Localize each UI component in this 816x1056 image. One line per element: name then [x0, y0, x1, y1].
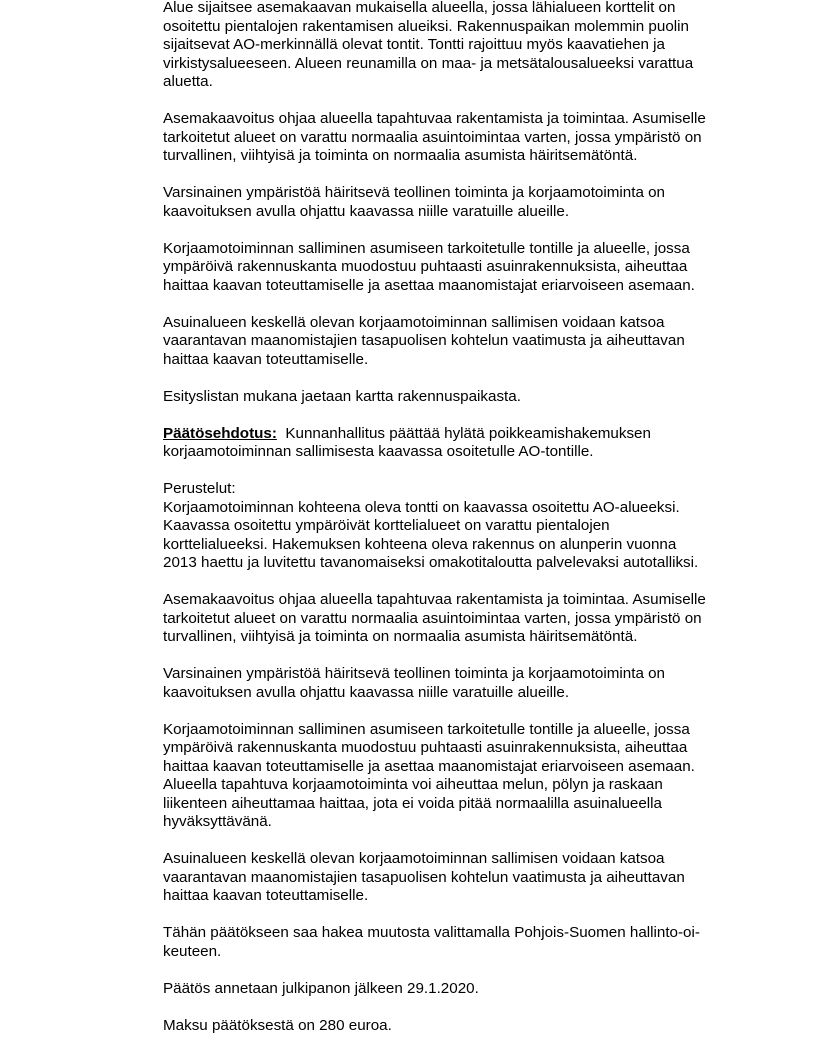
- text-line: 2013 haettu ja luvitettu tavanomaiseksi omakotitaloutta palvelevaksi autotalliksi.: [163, 554, 699, 571]
- paragraph: [163, 388, 763, 407]
- text-line: ympäröivä rakennuskanta muodostuu puhtaasti asuinrakennuksista, aiheuttaa: [163, 258, 688, 275]
- text-line: tarkoitetut alueet on varattu normaalia asuintoimintaa varten, jossa ympäristö on: [163, 609, 702, 627]
- text-line: Asemakaavoitus ohjaa alueella tapahtuvaa rakentamista ja toimintaa. Asumiselle: [163, 110, 706, 127]
- justification-section: [163, 480, 763, 1035]
- paragraph: [163, 850, 763, 906]
- paragraph: [163, 1017, 763, 1036]
- text-line: Päätös annetaan julkipanon jälkeen 29.1.2020.: [163, 979, 479, 997]
- text-line: Tähän päätökseen saa hakea muutosta valittamalla Pohjois-Suomen hallinto-oi-: [163, 924, 700, 941]
- text-line: osoitettu pientalojen rakentamisen alueiksi. Rakennuspaikan molemmin puolin: [163, 17, 689, 35]
- text-line: kaavoituksen avulla ohjattu kaavassa niille varatuille alueille.: [163, 202, 570, 220]
- paragraph: [163, 110, 763, 166]
- paragraph: [163, 721, 763, 832]
- text-line: ympäröivä rakennuskanta muodostuu puhtaasti asuinrakennuksista, aiheuttaa: [163, 739, 688, 756]
- text-line: Asuinalueen keskellä olevan korjaamotoiminnan sallimisen voidaan katsoa: [163, 313, 665, 331]
- document-body: [163, 0, 763, 1054]
- text-line: haittaa kaavan toteuttamiselle.: [163, 887, 369, 904]
- text-line: kaavoituksen avulla ohjattu kaavassa niille varatuille alueille.: [163, 683, 570, 701]
- text-line: Korjaamotoiminnan salliminen asumiseen tarkoitetulle tontille ja alueelle, jossa: [163, 720, 690, 738]
- text-line: Maksu päätöksestä on 280 euroa.: [163, 1016, 392, 1034]
- text-line: Varsinainen ympäristöä häiritsevä teollinen toiminta ja korjaamotoiminta on: [163, 184, 666, 201]
- text-line: turvallinen, viihtyisä ja toiminta on normaalia asumista häiritsemätöntä.: [163, 628, 638, 645]
- proposal-line: korjaamotoiminnan sallimisesta kaavassa osoitetulle AO-tontille.: [163, 443, 594, 460]
- text-line: sijaitsevat AO-merkinnällä olevat tontit. Tontti rajoittuu myös kaavatiehen ja: [163, 36, 666, 53]
- text-line: Korjaamotoiminnan kohteena oleva tontti on kaavassa osoitettu AO-alueeksi.: [163, 498, 680, 516]
- paragraph: [163, 480, 763, 573]
- text-line: Varsinainen ympäristöä häiritsevä teollinen toiminta ja korjaamotoiminta on: [163, 665, 666, 682]
- paragraph: [163, 591, 763, 647]
- proposal-label: Päätösehdotus:: [163, 424, 277, 442]
- text-line: vaarantavan maanomistajien tasapuolisen kohtelun vaatimusta ja aiheuttavan: [163, 868, 685, 886]
- paragraph: [163, 0, 763, 92]
- text-line: haittaa kaavan toteuttamiselle ja asettaa maanomistajat eriarvoiseen asemaan.: [163, 757, 695, 775]
- text-line: hyväksyttävänä.: [163, 813, 272, 830]
- text-line: Asemakaavoitus ohjaa alueella tapahtuvaa rakentamista ja toimintaa. Asumiselle: [163, 591, 706, 608]
- text-line: Alue sijaitsee asemakaavan mukaisella alueella, jossa lähialueen korttelit on: [163, 0, 676, 16]
- paragraph: [163, 240, 763, 296]
- text-line: keuteen.: [163, 942, 222, 960]
- text-line: vaarantavan maanomistajien tasapuolisen kohtelun vaatimusta ja aiheuttavan: [163, 332, 685, 349]
- text-line: liikenteen aiheuttamaa haittaa, jota ei voida pitää normaalilla asuinalueella: [163, 794, 662, 812]
- paragraph: [163, 184, 763, 221]
- text-line: korttelialueeksi. Hakemuksen kohteena oleva rakennus on alunperin vuonna: [163, 535, 677, 553]
- text-line: Alueella tapahtuva korjaamotoiminta voi aiheuttaa melun, pölyn ja raskaan: [163, 776, 663, 793]
- proposal-line: Kunnanhallitus päättää hylätä poikkeamishakemuksen: [285, 424, 651, 442]
- paragraph: [163, 665, 763, 702]
- text-line: haittaa kaavan toteuttamiselle ja asettaa maanomistajat eriarvoiseen asemaan.: [163, 276, 695, 294]
- text-line: tarkoitetut alueet on varattu normaalia asuintoimintaa varten, jossa ympäristö on: [163, 128, 702, 146]
- paragraph: [163, 980, 763, 999]
- text-line: Kaavassa osoitettu ympäröivät korttelialueet on varattu pientalojen: [163, 517, 610, 534]
- text-line: turvallinen, viihtyisä ja toiminta on normaalia asumista häiritsemätöntä.: [163, 147, 638, 164]
- text-line: Esityslistan mukana jaetaan kartta rakennuspaikasta.: [163, 387, 521, 405]
- text-line: virkistysalueeseen. Alueen reunamilla on maa- ja metsätalousalueeksi varattua: [163, 54, 694, 72]
- paragraph: [163, 314, 763, 370]
- text-line: aluetta.: [163, 73, 213, 90]
- text-line: Perustelut:: [163, 480, 236, 497]
- text-line: Korjaamotoiminnan salliminen asumiseen tarkoitetulle tontille ja alueelle, jossa: [163, 239, 690, 257]
- text-line: Asuinalueen keskellä olevan korjaamotoiminnan sallimisen voidaan katsoa: [163, 850, 665, 867]
- text-line: haittaa kaavan toteuttamiselle.: [163, 350, 369, 368]
- paragraph: [163, 924, 763, 961]
- intro-section: [163, 0, 763, 406]
- decision-proposal: [163, 425, 763, 462]
